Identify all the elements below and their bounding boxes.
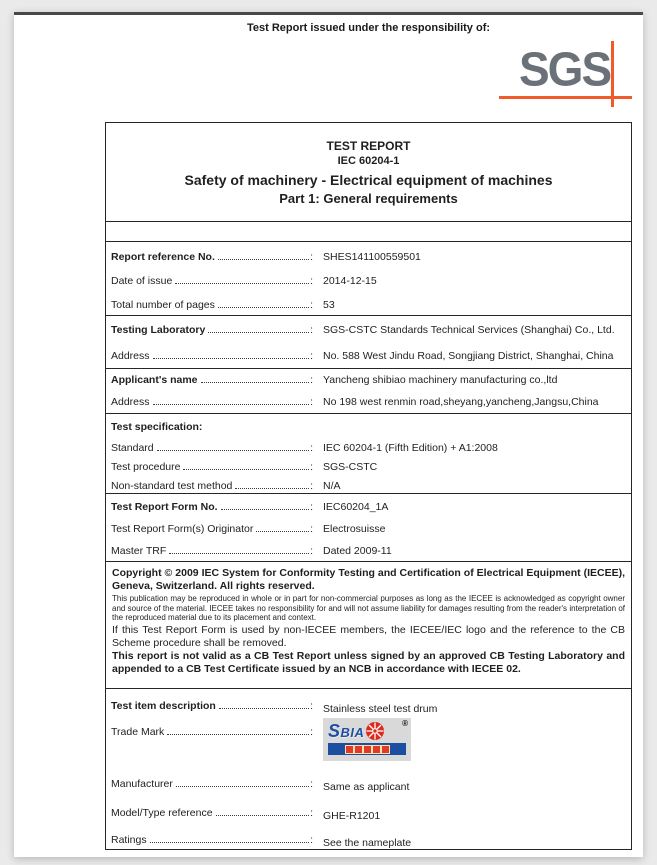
field-value: 53 <box>323 299 335 311</box>
sbia-trademark-logo <box>323 718 411 761</box>
field-row-test-item-desc <box>106 694 631 718</box>
field-value: IEC60204_1A <box>323 501 389 513</box>
dot-leader <box>208 332 309 333</box>
dot-leader <box>157 450 309 451</box>
colon-separator: : <box>310 834 313 846</box>
field-label: Trade Mark : <box>111 726 313 738</box>
field-row-report-ref <box>106 245 631 269</box>
field-row-model-type <box>106 798 631 828</box>
section-testing-laboratory <box>106 316 631 369</box>
title-block <box>106 123 631 222</box>
field-label: Date of issue : <box>111 275 313 287</box>
colon-separator: : <box>310 545 313 557</box>
field-label: Address : <box>111 396 313 408</box>
field-value: 2014-12-15 <box>323 275 377 287</box>
colon-separator: : <box>310 324 313 336</box>
field-value: IEC 60204-1 (Fifth Edition) + A1:2008 <box>323 441 498 454</box>
field-row-master-trf <box>106 540 631 562</box>
report-page <box>14 12 643 857</box>
report-table <box>105 122 632 850</box>
copyright-note-text: If this Test Report Form is used by non-IECEE members, the IECEE/IEC logo and the reference to the CB Scheme procedure shall be removed. <box>112 623 625 649</box>
field-row-standard <box>106 438 631 457</box>
field-row-ratings <box>106 828 631 851</box>
title-line-2: IEC 60204-1 <box>337 155 400 167</box>
dot-leader <box>169 553 309 554</box>
sbia-logo-text: SBIA <box>328 720 365 741</box>
colon-separator: : <box>310 700 313 712</box>
colon-separator: : <box>310 501 313 513</box>
title-line-1: TEST REPORT <box>326 139 411 153</box>
field-label: Master TRF : <box>111 545 313 557</box>
colon-separator: : <box>310 350 313 362</box>
field-label: Ratings : <box>111 834 313 846</box>
band-glyph <box>382 746 389 753</box>
dot-leader <box>150 842 309 843</box>
section-copyright <box>106 562 631 689</box>
dot-leader <box>183 469 309 470</box>
section-test-item <box>106 689 631 851</box>
dot-leader <box>218 307 309 308</box>
section-report-info <box>106 242 631 316</box>
field-value: Dated 2009-11 <box>323 545 392 557</box>
field-row-lab-address <box>106 343 631 369</box>
dot-leader <box>167 734 309 735</box>
field-row-date-of-issue <box>106 269 631 293</box>
field-row-test-spec-header <box>106 416 631 438</box>
field-label: Model/Type reference : <box>111 807 313 819</box>
field-row-test-procedure <box>106 457 631 476</box>
logo-chinese-band <box>328 743 406 755</box>
field-value: No. 588 West Jindu Road, Songjiang District, Shanghai, China <box>323 350 614 362</box>
field-value: SGS-CSTC <box>323 460 378 473</box>
colon-separator: : <box>310 374 313 386</box>
registered-mark-icon: ® <box>402 719 408 728</box>
copyright-small-text: This publication may be reproduced in whole or in part for non-commercial purposes as long as the IECEE is acknowledged as copyright owner and source of the material. IECEE takes no responsibility for and will not assume liability for damages resulting from the reader's interpretation of the reproduced material due to its placement and context. <box>112 594 625 622</box>
field-row-trade-mark <box>106 718 631 770</box>
band-glyph <box>355 746 362 753</box>
field-value: Electrosuisse <box>323 523 386 535</box>
field-label: Standard : <box>111 441 313 454</box>
dot-leader <box>219 708 309 709</box>
copyright-validity-text: This report is not valid as a CB Test Report unless signed by an approved CB Testing Laboratory and appended to a CB Test Certificate issued by an NCB in accordance with IECEE 02. <box>112 649 625 675</box>
wheel-icon <box>365 721 385 741</box>
field-label: Applicant's name : <box>111 374 313 386</box>
colon-separator: : <box>310 251 313 263</box>
copyright-bold-text: Copyright © 2009 IEC System for Conformity Testing and Certification of Electrical Equipment (IECEE), Geneva, Switzerland. All rights reserved. <box>112 567 625 592</box>
field-label: Non-standard test method : <box>111 479 313 492</box>
dot-leader <box>221 509 310 510</box>
section-applicant <box>106 369 631 414</box>
field-label: Test specification: <box>111 421 203 433</box>
colon-separator: : <box>310 807 313 819</box>
colon-separator: : <box>310 396 313 408</box>
dot-leader <box>175 283 309 284</box>
dot-leader <box>216 815 310 816</box>
dot-leader <box>153 358 310 359</box>
dot-leader <box>218 259 309 260</box>
field-value: No 198 west renmin road,sheyang,yancheng,Jangsu,China <box>323 396 599 408</box>
field-row-trf-originator <box>106 518 631 540</box>
field-row-non-standard-method <box>106 476 631 494</box>
colon-separator: : <box>310 726 313 738</box>
field-label: Address : <box>111 350 313 362</box>
band-glyph <box>364 746 371 753</box>
sgs-logo: SGS <box>519 41 611 97</box>
field-row-testing-lab <box>106 317 631 343</box>
dot-leader <box>176 786 309 787</box>
field-value: N/A <box>323 479 341 492</box>
colon-separator: : <box>310 778 313 790</box>
field-value: Stainless steel test drum <box>323 703 438 715</box>
sgs-logo-horizontal-line-icon <box>499 96 632 99</box>
dot-leader <box>235 488 309 489</box>
field-value: SGS-CSTC Standards Technical Services (Shanghai) Co., Ltd. <box>323 324 615 336</box>
field-value: Same as applicant <box>323 781 410 793</box>
section-test-specification <box>106 414 631 494</box>
field-row-manufacturer <box>106 770 631 798</box>
colon-separator: : <box>310 479 313 492</box>
title-line-3: Safety of machinery - Electrical equipment of machines <box>184 172 553 188</box>
field-label: Test Report Form No. : <box>111 501 313 513</box>
dot-leader <box>153 404 310 405</box>
field-label: Total number of pages : <box>111 299 313 311</box>
field-value: GHE-R1201 <box>323 810 381 822</box>
band-glyph <box>346 746 353 753</box>
title-line-4: Part 1: General requirements <box>279 191 458 206</box>
band-glyph <box>373 746 380 753</box>
responsibility-text: Test Report issued under the responsibility of: <box>246 22 491 34</box>
colon-separator: : <box>310 441 313 454</box>
field-label: Manufacturer : <box>111 778 313 790</box>
colon-separator: : <box>310 460 313 473</box>
field-label: Test procedure : <box>111 460 313 473</box>
field-label: Test item description : <box>111 700 313 712</box>
colon-separator: : <box>310 299 313 311</box>
dot-leader <box>256 531 309 532</box>
field-value: SHES141100559501 <box>323 251 421 263</box>
field-value: Yancheng shibiao machinery manufacturing co.,ltd <box>323 374 558 386</box>
field-row-trf-no <box>106 496 631 518</box>
colon-separator: : <box>310 523 313 535</box>
dot-leader <box>201 382 310 383</box>
field-row-applicant-address <box>106 391 631 413</box>
spacer-row <box>106 222 631 242</box>
colon-separator: : <box>310 275 313 287</box>
section-trf <box>106 494 631 562</box>
field-label: Report reference No. : <box>111 251 313 263</box>
field-value: See the nameplate <box>323 837 412 849</box>
field-row-total-pages <box>106 293 631 316</box>
field-label: Test Report Form(s) Originator : <box>111 523 313 535</box>
field-row-applicant-name <box>106 369 631 391</box>
field-label: Testing Laboratory : <box>111 324 313 336</box>
